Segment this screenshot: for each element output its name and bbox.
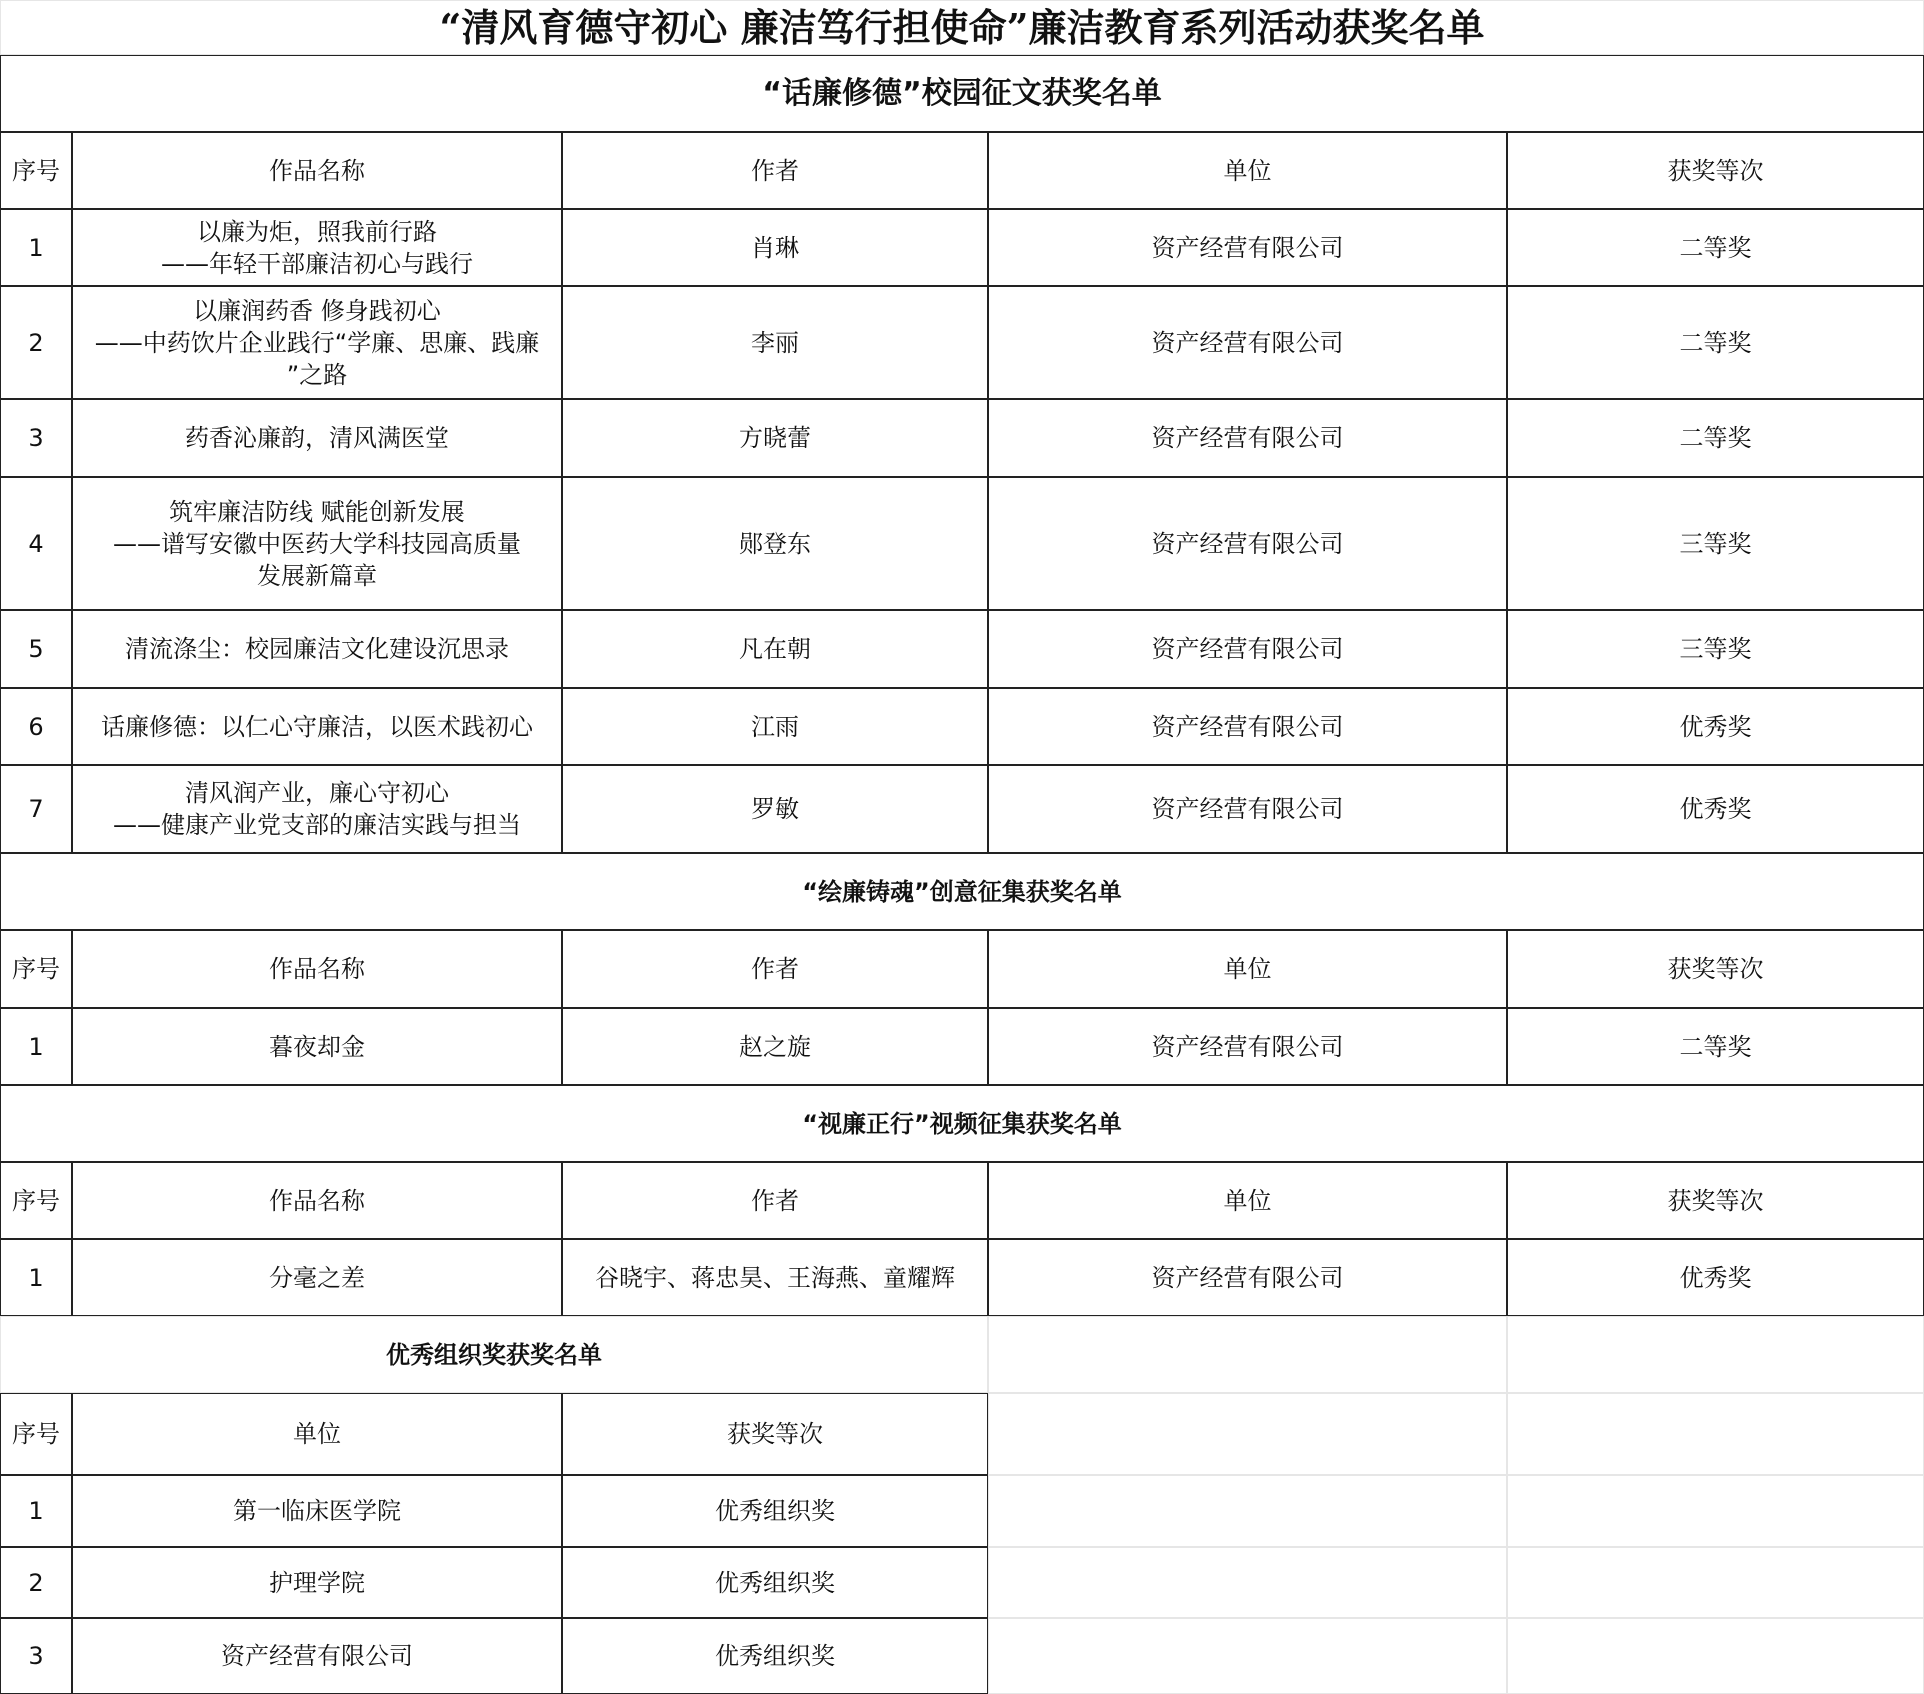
column-header: 序号 [0,1393,72,1475]
row-number: 2 [0,1547,72,1618]
row-number: 5 [0,610,72,688]
column-header: 序号 [0,132,72,209]
author-name: 赵之旋 [562,1008,988,1085]
unit-name: 资产经营有限公司 [988,688,1507,765]
work-title: 清流涤尘：校园廉洁文化建设沉思录 [72,610,562,688]
author-name: 方晓蕾 [562,399,988,477]
column-header: 单位 [988,930,1507,1008]
section-heading-essay: “话廉修德”校园征文获奖名单 [0,55,1924,132]
award-level: 优秀奖 [1507,765,1924,853]
empty-cell [988,1393,1507,1475]
work-title: 以廉为炬，照我前行路 ——年轻干部廉洁初心与践行 [72,209,562,286]
award-level: 三等奖 [1507,477,1924,610]
author-name: 谷晓宇、蒋忠昊、王海燕、童耀辉 [562,1239,988,1316]
row-number: 1 [0,1239,72,1316]
row-number: 2 [0,286,72,399]
award-level: 优秀组织奖 [562,1547,988,1618]
column-header: 作品名称 [72,132,562,209]
empty-cell [1507,1316,1924,1393]
row-number: 1 [0,1008,72,1085]
award-level: 二等奖 [1507,209,1924,286]
column-header: 作者 [562,132,988,209]
row-number: 3 [0,399,72,477]
award-level: 二等奖 [1507,1008,1924,1085]
column-header: 获奖等次 [1507,930,1924,1008]
column-header: 获奖等次 [1507,1162,1924,1239]
award-level: 二等奖 [1507,399,1924,477]
row-number: 7 [0,765,72,853]
row-number: 1 [0,209,72,286]
empty-cell [988,1316,1507,1393]
award-level: 优秀奖 [1507,688,1924,765]
award-level: 优秀组织奖 [562,1475,988,1547]
section-heading-creative: “绘廉铸魂”创意征集获奖名单 [0,853,1924,930]
unit-name: 资产经营有限公司 [988,209,1507,286]
award-level: 二等奖 [1507,286,1924,399]
work-title: 药香沁廉韵，清风满医堂 [72,399,562,477]
empty-cell [988,1547,1507,1618]
unit-name: 资产经营有限公司 [988,765,1507,853]
column-header: 获奖等次 [1507,132,1924,209]
work-title: 筑牢廉洁防线 赋能创新发展 ——谱写安徽中医药大学科技园高质量 发展新篇章 [72,477,562,610]
column-header: 序号 [0,1162,72,1239]
unit-name: 资产经营有限公司 [988,610,1507,688]
unit-name: 资产经营有限公司 [72,1618,562,1694]
empty-cell [1507,1618,1924,1694]
work-title: 暮夜却金 [72,1008,562,1085]
page-title: “清风育德守初心 廉洁笃行担使命”廉洁教育系列活动获奖名单 [0,0,1924,55]
work-title: 话廉修德：以仁心守廉洁，以医术践初心 [72,688,562,765]
award-level: 三等奖 [1507,610,1924,688]
author-name: 江雨 [562,688,988,765]
column-header: 单位 [72,1393,562,1475]
column-header: 作品名称 [72,1162,562,1239]
column-header: 获奖等次 [562,1393,988,1475]
unit-name: 第一临床医学院 [72,1475,562,1547]
award-level: 优秀奖 [1507,1239,1924,1316]
empty-cell [988,1475,1507,1547]
author-name: 罗敏 [562,765,988,853]
work-title: 清风润产业，廉心守初心 ——健康产业党支部的廉洁实践与担当 [72,765,562,853]
empty-cell [1507,1393,1924,1475]
work-title: 以廉润药香 修身践初心 ——中药饮片企业践行“学廉、思廉、践廉 ”之路 [72,286,562,399]
row-number: 3 [0,1618,72,1694]
empty-cell [1507,1475,1924,1547]
unit-name: 资产经营有限公司 [988,477,1507,610]
section-heading-video: “视廉正行”视频征集获奖名单 [0,1085,1924,1162]
column-header: 作者 [562,930,988,1008]
unit-name: 护理学院 [72,1547,562,1618]
row-number: 4 [0,477,72,610]
column-header: 作品名称 [72,930,562,1008]
empty-cell [1507,1547,1924,1618]
section-heading-organization: 优秀组织奖获奖名单 [0,1316,988,1393]
column-header: 作者 [562,1162,988,1239]
unit-name: 资产经营有限公司 [988,1239,1507,1316]
author-name: 李丽 [562,286,988,399]
author-name: 肖琳 [562,209,988,286]
row-number: 6 [0,688,72,765]
author-name: 凡在朝 [562,610,988,688]
row-number: 1 [0,1475,72,1547]
unit-name: 资产经营有限公司 [988,1008,1507,1085]
column-header: 单位 [988,1162,1507,1239]
empty-cell [988,1618,1507,1694]
column-header: 单位 [988,132,1507,209]
unit-name: 资产经营有限公司 [988,399,1507,477]
award-level: 优秀组织奖 [562,1618,988,1694]
column-header: 序号 [0,930,72,1008]
unit-name: 资产经营有限公司 [988,286,1507,399]
author-name: 郧登东 [562,477,988,610]
work-title: 分毫之差 [72,1239,562,1316]
